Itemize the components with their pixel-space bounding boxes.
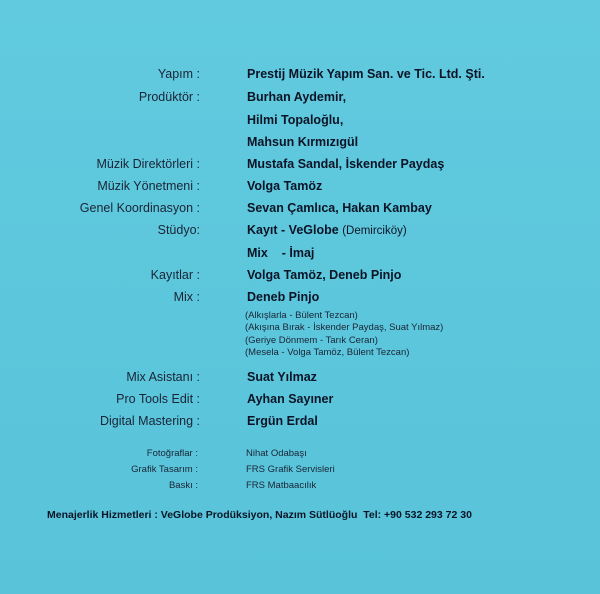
credit-value: Ergün Erdal <box>247 414 318 428</box>
credit-row-produktor-3 <box>0 135 600 155</box>
credit-row-kayitlar <box>0 268 600 288</box>
credit-value: Mustafa Sandal, İskender Paydaş <box>247 157 445 171</box>
credit-row-produktor <box>0 90 600 110</box>
credit-row-muzik-yonetmeni <box>0 179 600 199</box>
credit-row-studyo-mix <box>0 246 600 266</box>
credit-label: Mix Asistanı : <box>126 370 200 384</box>
mix-note: (Geriye Dönmem - Tarık Ceran) <box>245 335 378 346</box>
credit-label: Stüdyo: <box>157 223 200 237</box>
credit-value: Burhan Aydemir, <box>247 90 347 104</box>
credit-value: Sevan Çamlıca, Hakan Kambay <box>247 201 432 215</box>
credit-row-muzik-direktorleri <box>0 157 600 177</box>
mix-note: (Alkışlarla - Bülent Tezcan) <box>245 310 358 321</box>
credit-label: Müzik Yönetmeni : <box>97 179 200 193</box>
credit-value: Prestij Müzik Yapım San. ve Tic. Ltd. Şti. <box>247 67 485 81</box>
credit-label: Pro Tools Edit : <box>116 392 200 406</box>
credit-label: Yapım : <box>157 67 200 81</box>
small-credit-value: FRS Grafik Servisleri <box>246 464 335 475</box>
credit-value-extra: (Demirciköy) <box>342 225 407 237</box>
credit-row-mix <box>0 290 600 310</box>
credit-value: Mahsun Kırmızıgül <box>247 135 359 149</box>
credit-label: Prodüktör : <box>138 90 200 104</box>
small-credit-label: Grafik Tasarım : <box>131 464 198 475</box>
credit-row-produktor-2 <box>0 113 600 133</box>
credit-value-main: Kayıt - VeGlobe <box>247 223 339 237</box>
mix-note: (Akışına Bırak - İskender Paydaş, Suat Yılmaz) <box>245 322 444 333</box>
credit-label: Genel Koordinasyon : <box>79 201 200 215</box>
credit-row-digital-mastering <box>0 414 600 434</box>
credit-row-yapim <box>0 67 600 87</box>
credit-label: Digital Mastering : <box>99 414 200 428</box>
credit-row-mix-asistani <box>0 370 600 390</box>
credit-value: Ayhan Sayıner <box>247 392 334 406</box>
credit-label: Müzik Direktörleri : <box>96 157 200 171</box>
credit-value: Mix - İmaj <box>247 246 315 260</box>
credit-value: Volga Tamöz <box>247 179 323 193</box>
credit-value <box>247 223 407 237</box>
credit-row-pro-tools-edit <box>0 392 600 412</box>
small-credit-label: Fotoğraflar : <box>146 448 198 459</box>
credit-row-genel-koordinasyon <box>0 201 600 221</box>
credit-label: Kayıtlar : <box>150 268 200 282</box>
credit-value: Volga Tamöz, Deneb Pinjo <box>247 268 402 282</box>
credit-label: Mix : <box>173 290 200 304</box>
small-credit-label: Baskı : <box>168 480 198 491</box>
mix-note: (Mesela - Volga Tamöz, Bülent Tezcan) <box>245 347 410 358</box>
credit-value: Suat Yılmaz <box>247 370 317 384</box>
small-credit-value: FRS Matbaacılık <box>246 480 317 491</box>
credit-value: Hilmi Topaloğlu, <box>247 113 344 127</box>
small-credit-value: Nihat Odabaşı <box>246 448 307 459</box>
credit-value: Deneb Pinjo <box>247 290 320 304</box>
management-contact-footer: Menajerlik Hizmetleri : VeGlobe Prodüksiyon, Nazım Sütlüoğlu Tel: +90 532 293 72 30 <box>47 509 472 521</box>
credit-row-studyo <box>0 223 600 243</box>
